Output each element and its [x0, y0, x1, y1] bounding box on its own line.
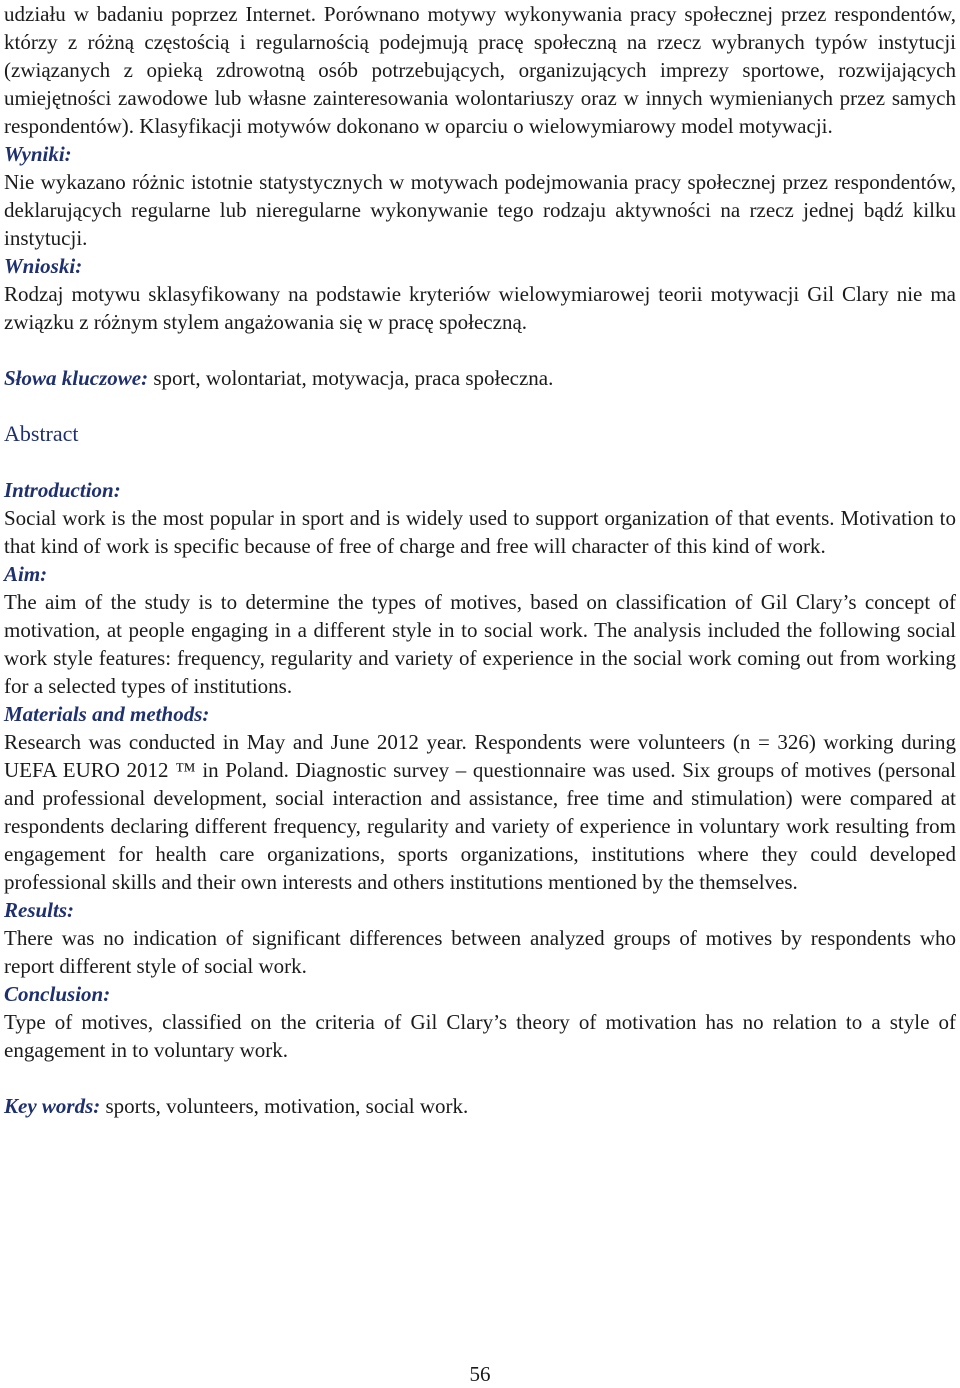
abstract-title: Abstract	[4, 421, 79, 446]
methods-heading: Materials and methods:	[4, 702, 210, 726]
aim-text: The aim of the study is to determine the types of motives, based on classification of Gil Clary’s concept of motivation, at people engaging in a different style in to social work. The analysis included the following social work style features: frequency, regularity and variety of experience in the social work coming out from working for a selected types of institutions.	[4, 590, 956, 698]
polish-keywords-text: sport, wolontariat, motywacja, praca społeczna.	[148, 366, 554, 390]
polish-results-text: Nie wykazano różnic istotnie statystycznych w motywach podejmowania pracy społecznej przez respondentów, deklarujących regularne lub nieregularne wykonywanie tego rodzaju aktywności na rzecz jednej bądź kilku instytucji.	[4, 170, 956, 250]
english-keywords	[4, 1092, 956, 1120]
spacer	[4, 392, 956, 420]
conclusion-heading: Conclusion:	[4, 982, 111, 1006]
polish-keywords-label: Słowa kluczowe:	[4, 366, 149, 390]
methods-text: Research was conducted in May and June 2012 year. Respondents were volunteers (n = 326) working during UEFA EURO 2012 ™ in Poland. Diagnostic survey – questionnaire was used. Six groups of motives (personal and professional development, social interaction and assistance, free time and stimulation) were compared at respondents declaring different frequency, regularity and variety of experience in voluntary work resulting from engagement for health care organizations, sports organizations, institutions where they could developed professional skills and their own interests and others institutions mentioned by the themselves.	[4, 730, 956, 894]
polish-methods-tail: udziału w badaniu poprzez Internet. Porównano motywy wykonywania pracy społecznej przez respondentów, którzy z różną częstością i regularnością podejmują pracę społeczną na rzecz wybranych typów instytucji (związanych z opieką zdrowotną osób potrzebujących, organizujących imprezy sportowe, rozwijających umiejętności zawodowe lub własne zainteresowania wolontariuszy oraz w innych wymienianych przez samych respondentów). Klasyfikacji motywów dokonano w oparciu o wielowymiarowy model motywacji.	[4, 2, 956, 138]
document-page	[4, 0, 956, 1120]
english-keywords-label: Key words:	[4, 1094, 101, 1118]
polish-conclusions-text: Rodzaj motywu sklasyfikowany na podstawie kryteriów wielowymiarowej teorii motywacji Gil Clary nie ma związku z różnym stylem angażowania się w pracę społeczną.	[4, 282, 956, 334]
aim-heading: Aim:	[4, 562, 48, 586]
polish-conclusions-heading: Wnioski:	[4, 254, 83, 278]
introduction-heading: Introduction:	[4, 478, 121, 502]
polish-results-heading: Wyniki:	[4, 142, 72, 166]
conclusion-text: Type of motives, classified on the criteria of Gil Clary’s theory of motivation has no relation to a style of engagement in to voluntary work.	[4, 1010, 956, 1062]
spacer	[4, 448, 956, 476]
results-heading: Results:	[4, 898, 75, 922]
spacer	[4, 336, 956, 364]
results-text: There was no indication of significant differences between analyzed groups of motives by respondents who report different style of social work.	[4, 926, 956, 978]
introduction-text: Social work is the most popular in sport and is widely used to support organization of that events. Motivation to that kind of work is specific because of free of charge and free will character of this kind of work.	[4, 506, 956, 558]
page-number: 56	[469, 1362, 491, 1386]
polish-keywords	[4, 364, 956, 392]
spacer	[4, 1064, 956, 1092]
english-keywords-text: sports, volunteers, motivation, social work.	[100, 1094, 469, 1118]
